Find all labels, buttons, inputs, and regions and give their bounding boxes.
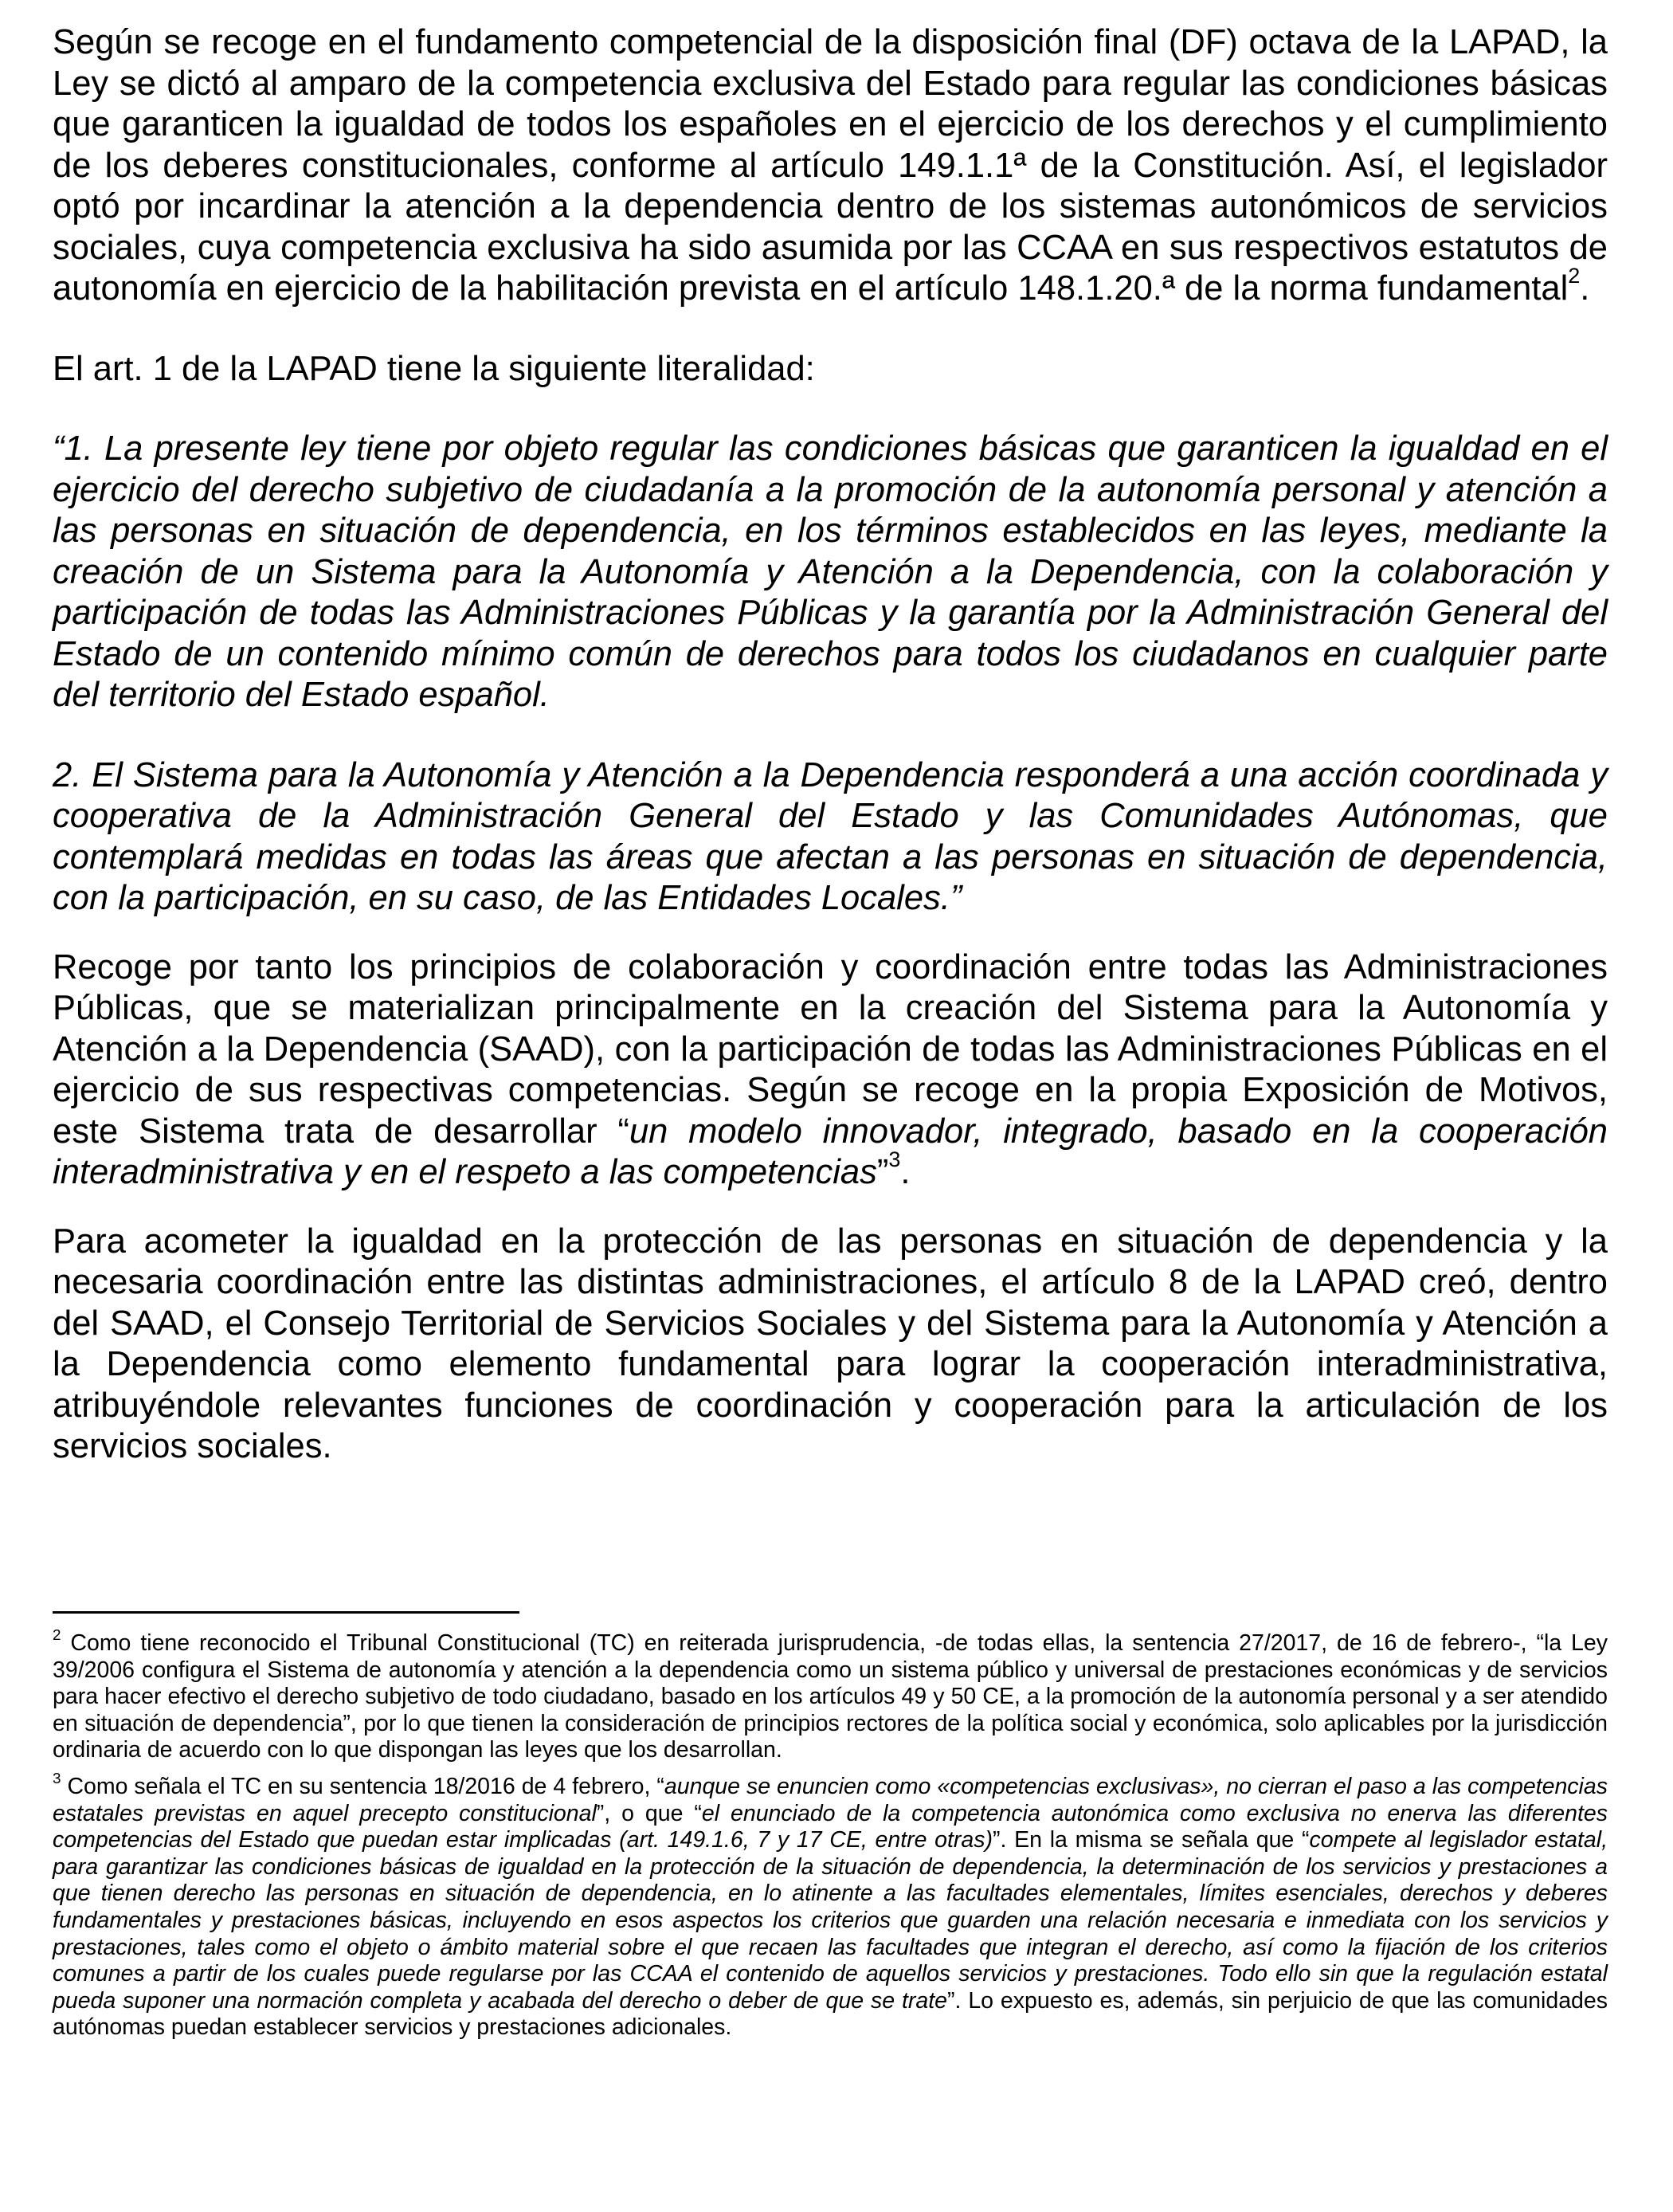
footnote-3-mark: 3 xyxy=(53,1769,61,1786)
body-text xyxy=(53,22,1608,1468)
quote-article-1-point-2: 2. El Sistema para la Autonomía y Atención a la Dependencia responderá a una acción coordinada y cooperativa de la Administración General del Estado y las Comunidades Autónomas, que contemplará medidas en todas las áreas que afectan a las personas en situación de dependencia, con la participación, en su caso, de las Entidades Locales.” xyxy=(53,755,1608,917)
footnotes xyxy=(53,1626,1608,2051)
quoted-exposition: un modelo innovador, integrado, basado en la cooperación interadministrativa y en el respeto a las competencias xyxy=(53,1112,1608,1191)
footnote-ref-2[interactable]: 2 xyxy=(1568,263,1581,288)
footnote-separator xyxy=(53,1611,519,1614)
footnote-2: $^2$ Como tiene reconocido el Tribunal Constitucional (TC) en reiterada jurisprudencia, -de todas ellas, la sentencia 27/2017, de 16 de febrero-, “la Ley 39/2006 configura el Sistema de autonomía y atención a la dependencia como un sistema público y universal de prestaciones económicas y de servicios para hacer efectivo el derecho subjetivo de todo ciudadano, basado en los artículos 49 y 50 CE, a la promoción de la autonomía personal y a ser atendido en situación de dependencia”, por lo que tienen la consideración de principios rectores de la política social y económica, solo aplicables por la jurisdicción ordinaria de acuerdo con lo que dispongan las leyes que los desarrollan. xyxy=(53,1626,1608,1763)
paragraph-competence-basis: Según se recoge en el fundamento competencial de la disposición final (DF) octava de la LAPAD, la Ley se dictó al amparo de la competencia exclusiva del Estado para regular las condiciones básicas que garanticen la igualdad de todos los españoles en el ejercicio de los derechos y el cumplimiento de los deberes constitucionales, conforme al artículo 149.1.1ª de la Constitución. Así, el legislador optó por incardinar la atención a la dependencia dentro de los sistemas autonómicos de servicios sociales, cuya competencia exclusiva ha sido asumida por las CCAA en sus respectivos estatutos de autonomía en ejercicio de la habilitación prevista en el artículo 148.1.20.ª de la norma fundamental$^2$. xyxy=(53,23,1608,308)
paragraph-article-intro: El art. 1 de la LAPAD tiene la siguiente literalidad: xyxy=(53,349,815,388)
paragraph-territorial-council: Para acometer la igualdad en la protección de las personas en situación de dependencia y la necesaria coordinación entre las distintas administraciones, el artículo 8 de la LAPAD creó, dentro del SAAD, el Consejo Territorial de Servicios Sociales y del Sistema para la Autonomía y Atención a la Dependencia como elemento fundamental para lograr la cooperación interadministrativa, atribuyéndole relevantes funciones de coordinación y cooperación para la articulación de los servicios sociales. xyxy=(53,1222,1608,1465)
quote-article-1-point-1: “1. La presente ley tiene por objeto regular las condiciones básicas que garanticen la igualdad en el ejercicio del derecho subjetivo de ciudadanía a la promoción de la autonomía personal y atención a las personas en situación de dependencia, en los términos establecidos en las leyes, mediante la creación de un Sistema para la Autonomía y Atención a la Dependencia, con la colaboración y participación de todas las Administraciones Públicas y la garantía por la Administración General del Estado de un contenido mínimo común de derechos para todos los ciudadanos en cualquier parte del territorio del Estado español. xyxy=(53,429,1608,714)
paragraph-collaboration-principles: Recoge por tanto los principios de colaboración y coordinación entre todas las Administraciones Públicas, que se materializan principalmente en la creación del Sistema para la Autonomía y Atención a la Dependencia (SAAD), con la participación de todas las Administraciones Públicas en el ejercicio de sus respectivas competencias. Según se recoge en la propia Exposición de Motivos, este Sistema trata de desarrollar “un modelo innovador, integrado, basado en la cooperación interadministrativa y en el respeto a las competencias”$^3$. xyxy=(53,947,1608,1191)
footnote-2-mark: 2 xyxy=(53,1626,61,1643)
document-page xyxy=(53,22,1608,2041)
footnote-3: $^3$ Como señala el TC en su sentencia 18/2016 de 4 febrero, “aunque se enuncien como «competencias exclusivas», no cierran el paso a las competencias estatales previstas en aquel precepto constitucional”, o que “el enunciado de la competencia autonómica como exclusiva no enerva las diferentes competencias del Estado que puedan estar implicadas (art. 149.1.6, 7 y 17 CE, entre otras)”. En la misma se señala que “compete al legislador estatal, para garantizar las condiciones básicas de igualdad en la protección de la situación de dependencia, la determinación de los servicios y prestaciones a que tienen derecho las personas en situación de dependencia, en lo atinente a las facultades elementales, límites esenciales, derechos y deberes fundamentales y prestaciones básicas, incluyendo en esos aspectos los criterios que guarden una relación necesaria e inmediata con los servicios y prestaciones, tales como el objeto o ámbito material sobre el que recaen las facultades que integran el derecho, así como la fijación de los criterios comunes a partir de los cuales puede regularse por las CCAA el contenido de aquellos servicios y prestaciones. Todo ello sin que la regulación estatal pueda suponer una normación completa y acabada del derecho o deber de que se trate”. Lo expuesto es, además, sin perjuicio de que las comunidades autónomas puedan establecer servicios y prestaciones adicionales. xyxy=(53,1769,1608,2041)
footnote-ref-3[interactable]: 3 xyxy=(888,1147,901,1171)
